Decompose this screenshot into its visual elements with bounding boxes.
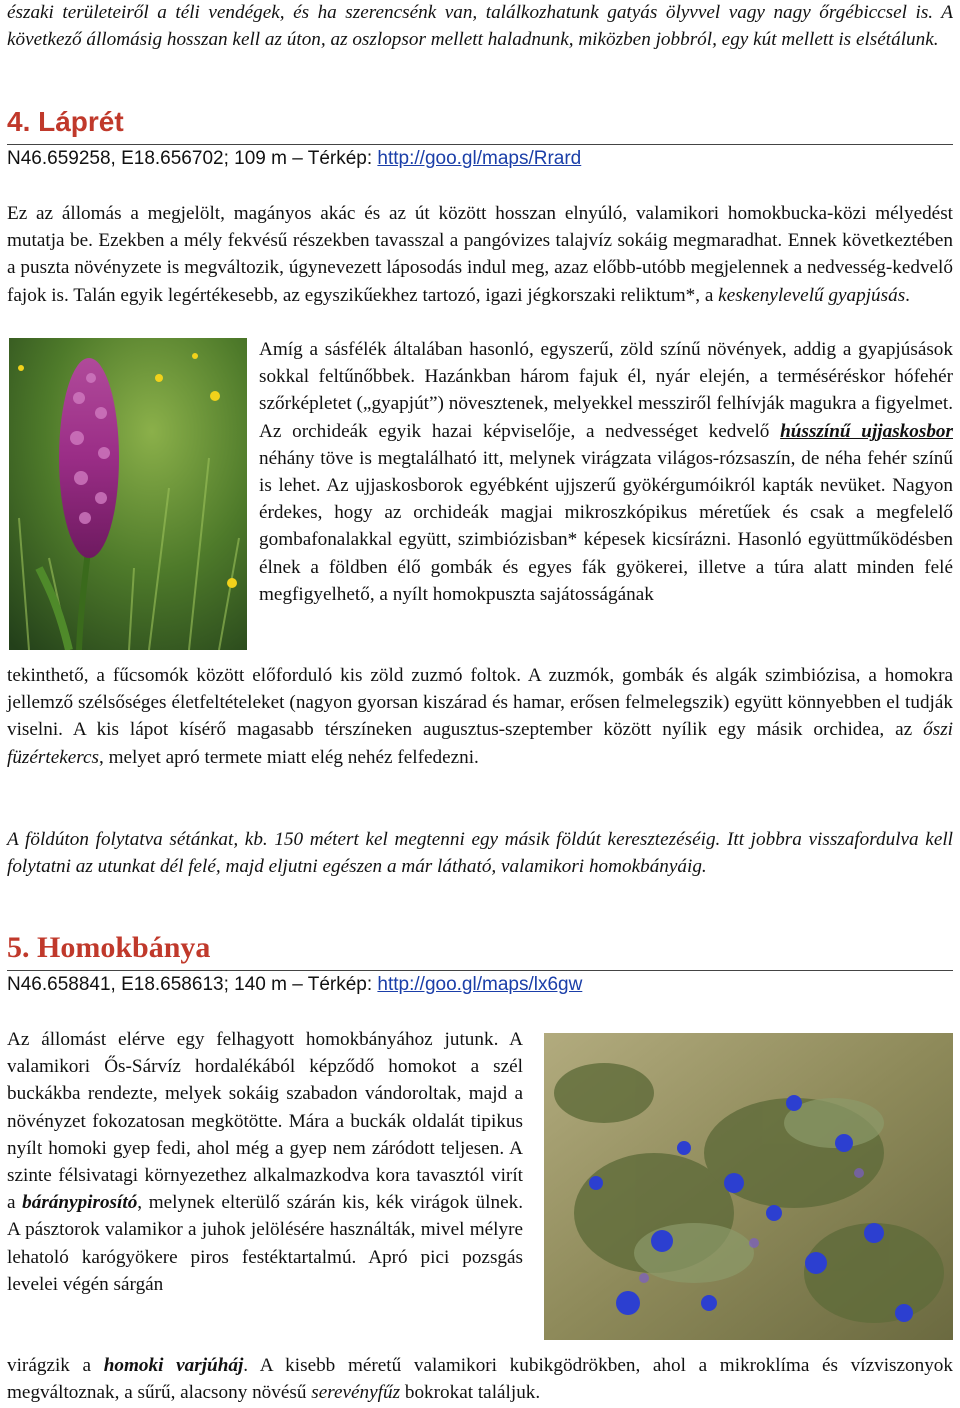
section-4-coords [7, 145, 581, 173]
orchid-photo [9, 338, 247, 650]
section-5-para2-end: bokrokat találjuk. [400, 1382, 541, 1404]
orchid-image [9, 338, 247, 650]
section-5-para1-text: Az állomást elérve egy felhagyott homokbányához jutunk. A valamikori Ős-Sárvíz hordalékából képződő homokot a szél buckákba rendezte, melyek sokáig szabadon vándoroltak, majd a növényzet fokozatosan megkötötte. Mára a buckák oldalát tipikus nyílt homoki gyep fedi, ahol még a gyep nem záródott teljesen. A szinte félsivatagi környezethez alkalmazkodva kora tavasztól virít a [7, 1029, 523, 1214]
section-5-para1-text-cont: , melynek elterülő szárán kis, kék virágok ülnek. A pásztorok valamikor a juhok jelölésére használták, mivel mélyre lehatoló karógyökere piros festéktartalmú. Apró pici pozsgás levelei végén sárgán [7, 1192, 523, 1295]
section-5-coords-text: N46.658841, E18.658613; 140 m – Térkép: [7, 974, 378, 995]
species-homoki-varjuhaj: homoki varjúháj [103, 1355, 244, 1376]
section-4-para1-text: Ez az állomás a megjelölt, magányos akác és az út között hosszan elnyúló, valamikori homokbucka-közi mélyedést mutatja be. Ezekben a mély fekvésű részekben tavasszal a pangóvizes talajvíz sokáig megmaradhat. Ennek következtében a puszta növényzete is megváltozik, úgynevezett láposodás indul meg, azaz előbb-utóbb megjelennek a nedvesség-kedvelő fajok is. Talán egyik legértékesebb, az egyszikűekhez tartozó, igazi jégkorszaki reliktum*, a [7, 203, 953, 306]
section-4-paragraph-1 [7, 200, 953, 309]
section-4-title: 4. Láprét [7, 106, 124, 137]
section-5-title: 5. Homokbánya [7, 931, 211, 964]
flower-image [544, 1033, 953, 1340]
section-4-coords-text: N46.659258, E18.656702; 109 m – Térkép: [7, 148, 378, 169]
flower-photo [544, 1033, 953, 1340]
section-4-para2-text-cont: néhány töve is megtalálható itt, melynek virágzata világos-rózsaszín, de néha fehér színű is lehet. Az ujjaskosborok egyébként ujjszerű gyökérgumóikról kapták nevüket. Nagyon érdekes, hogy az orchideák magjai mikroszkópikus méretűek és csak a megfelelő gombafonalakkal együtt, szimbiózisban* képesek kicsírázni. Hasonló együttműködésben élnek a földben élő gombák és egyes fák gyökerei, illetve a túra alatt minden felé megfigyelhető, a nyílt homokpuszta sajátosságának [259, 447, 953, 605]
species-baranypirosito: báránypirosító [22, 1192, 138, 1214]
section-5-para2-text: virágzik a [7, 1355, 104, 1376]
section-4-para3-text: tekinthető, a fűcsomók között előforduló kis zöld zuzmó foltok. A zuzmók, gombák és algák szimbiózisa, a homokra jellemző szélsőséges életfeltételeket (nagyon gyorsan kiszárad és hamar, erősen felmelegszik) együtt könnyebben el tudják viselni. A kis lápot kísérő magasabb térszíneken augusztus-szeptember között nyílik egy másik orchidea, az [7, 665, 953, 741]
section-4-paragraph-2 [259, 336, 953, 608]
species-keskenylevelu-gyapjusas: keskenylevelű gyapjúsás [718, 284, 906, 306]
section-4-para1-end: . [905, 284, 910, 306]
section-5-paragraph-2 [7, 1352, 953, 1406]
species-serevenyfuz: serevényfűz [311, 1382, 401, 1404]
section-4-route-note: A földúton folytatva sétánkat, kb. 150 métert kel megtenni egy másik földút keresztezéséig. Itt jobbra visszafordulva kell folytatni az utunkat dél felé, majd eljutni egészen a már látható, valamikori homokbányáig. [7, 829, 953, 878]
section-5-paragraph-1 [7, 1026, 523, 1298]
section-5-coords [7, 971, 582, 999]
section-5-map-link[interactable]: http://goo.gl/maps/lx6gw [377, 974, 583, 995]
section-4-para3-end: , melyet apró termete miatt elég nehéz felfedezni. [99, 746, 479, 768]
species-husszinu-ujjaskosbor: hússzínű ujjaskosbor [780, 420, 953, 442]
section-4-paragraph-3 [7, 662, 953, 771]
section-4-para2-text: Amíg a sásfélék általában hasonló, egyszerű, zöld színű növények, addig a gyapjúsások sokkal feltűnőbbek. Hazánkban három fajuk él, nyár elején, a terméséréskor hófehér szőrképletet („gyapjút”) növesztenek, melyekkel messziről felhívják magukra a figyelmet. Az orchideák egyik hazai képviselője, a nedvességet kedvelő [259, 339, 953, 442]
section-5-para2-text-cont: . A kisebb méretű valamikori kubikgödrökben, ahol a mikroklíma és vízviszonyok megváltoznak, a sűrű, alacsony növésű [7, 1355, 953, 1404]
species-oszi-fuzertekercs: őszi füzértekercs [7, 719, 953, 768]
intro-paragraph: északi területeiről a téli vendégek, és ha szerencsénk van, találkozhatunk gatyás ölyvvel vagy nagy őrgébiccsel is. A következő állomásig hosszan kell az úton, az oszlopsor mellett haladnunk, miközben jobbról, egy kút mellett is elsétálunk. [7, 2, 953, 51]
section-4-map-link[interactable]: http://goo.gl/maps/Rrard [377, 148, 582, 169]
